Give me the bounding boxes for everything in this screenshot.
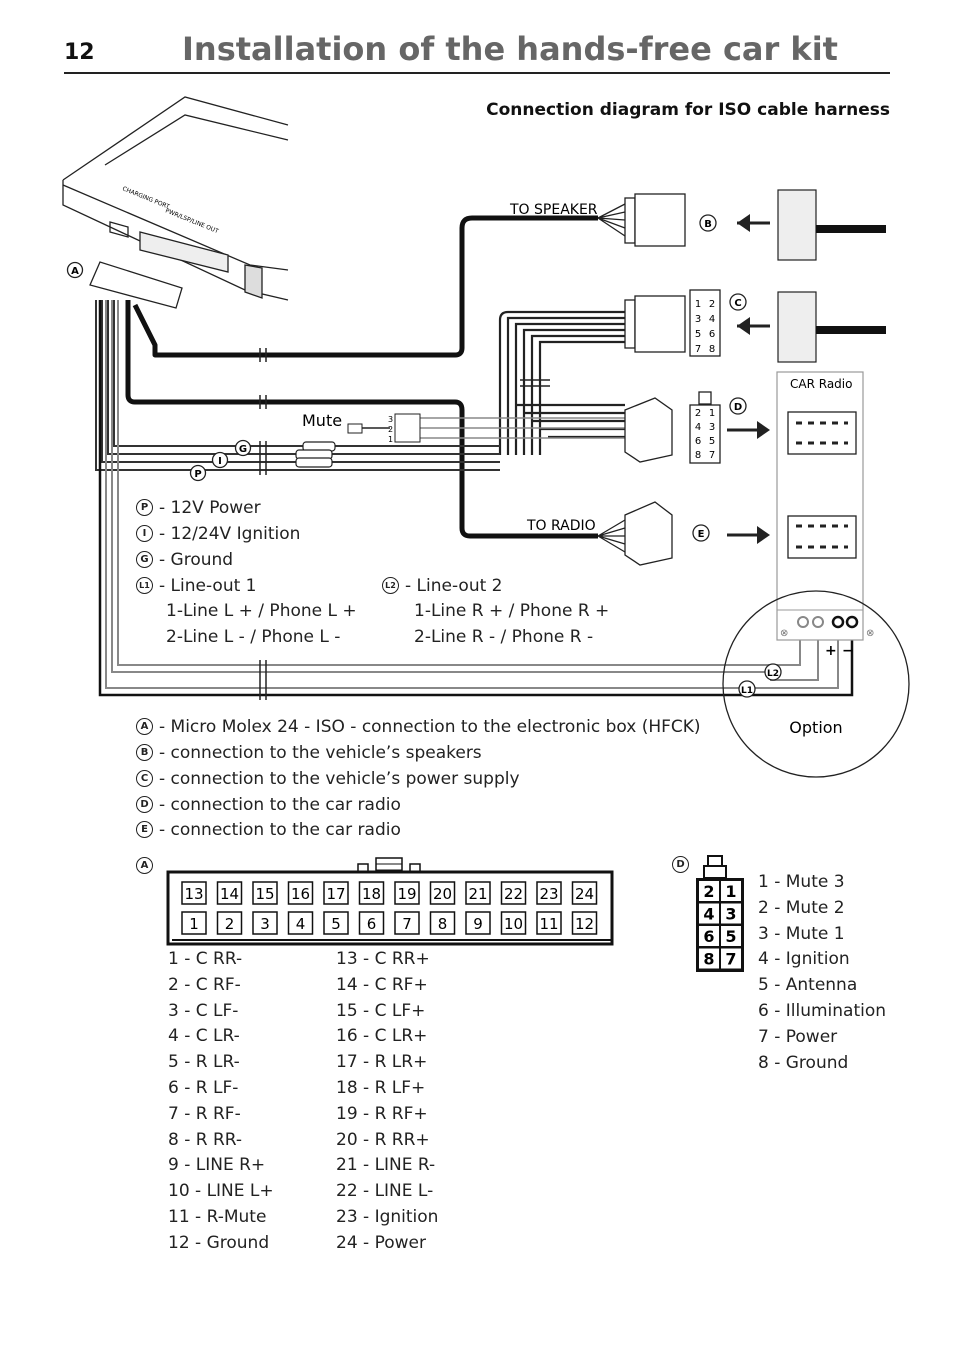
d-pin-8: 8 — [694, 450, 702, 461]
molex-pin-left-item: 12 - Ground — [168, 1232, 270, 1253]
marker-a-label: A — [71, 266, 79, 277]
d-pin-4: 4 — [694, 422, 702, 433]
legend-connector-a-symbol: A — [136, 718, 153, 735]
molex-plug-icon — [90, 262, 182, 308]
molex-top-pin-number: 16 — [290, 885, 311, 903]
marker-e-label: E — [697, 529, 705, 540]
marker-p-label: P — [194, 469, 202, 480]
legend-connector-b — [136, 743, 482, 763]
c-pin-2: 2 — [708, 299, 716, 310]
connector-d-cell-number: 4 — [703, 904, 715, 924]
c-pin-3: 3 — [694, 314, 702, 325]
d-pin-7: 7 — [708, 450, 716, 461]
connector-d-icon — [625, 392, 720, 463]
connector-d-pin-item: 7 - Power — [758, 1026, 838, 1047]
connector-d-cell-number: 7 — [725, 949, 737, 969]
harness-wires-cd — [500, 312, 625, 455]
mute-connector-icon — [395, 414, 420, 442]
connector-d-pin-item: 3 - Mute 1 — [758, 923, 845, 944]
mute-pin-2: 2 — [388, 425, 394, 434]
molex-bottom-pin-number: 2 — [224, 915, 235, 933]
car-radio-label: CAR Radio — [790, 377, 853, 391]
legend-ignition-symbol: I — [136, 525, 153, 542]
molex-pin-right-item: 20 - R RR+ — [336, 1129, 430, 1150]
legend-connector-b-text: - connection to the vehicle’s speakers — [159, 743, 482, 763]
molex-pin-left-item: 8 - R RR- — [168, 1129, 243, 1150]
molex-marker — [136, 856, 159, 876]
molex-bottom-pin-number: 5 — [331, 915, 341, 933]
plus-icon: + — [825, 643, 837, 659]
mute-pin-3: 3 — [388, 415, 394, 424]
molex-top-pin-number: 20 — [432, 885, 453, 903]
molex-top-pin-number: 14 — [219, 885, 240, 903]
molex-pin-left-item: 11 - R-Mute — [168, 1207, 267, 1227]
connector-d-cell-number: 8 — [703, 949, 715, 969]
molex-pin-left-item: 5 - R LR- — [168, 1052, 240, 1073]
connector-d-cell-number: 1 — [725, 882, 737, 901]
charging-port-label: CHARGING PORT — [121, 185, 171, 211]
molex-pin-right-item: 21 - LINE R- — [336, 1155, 436, 1176]
legend-connector-a-text: - Micro Molex 24 - ISO - connection to the electronic box (HFCK) — [159, 717, 701, 737]
molex-top-pin-number: 23 — [539, 885, 559, 903]
diagram-subtitle: Connection diagram for ISO cable harness — [486, 100, 890, 120]
connector-d-pin-item: 1 - Mute 3 — [758, 872, 845, 892]
legend-connector-c — [136, 769, 520, 789]
legend-lineout2-text: - Line-out 2 — [405, 576, 503, 596]
connector-d-cell-number: 6 — [703, 927, 715, 946]
legend-lineout1 — [136, 576, 256, 596]
molex-top-pin-number: 21 — [468, 885, 488, 903]
to-speaker-label: TO SPEAKER — [510, 202, 598, 218]
c-pin-5: 5 — [694, 329, 702, 340]
marker-c-label: C — [734, 298, 742, 309]
legend-lineout1-line2: 2-Line L - / Phone L - — [166, 627, 341, 647]
molex-bottom-pin-number: 7 — [402, 915, 412, 933]
molex-bottom-pin-number: 12 — [574, 915, 595, 933]
car-radio-socket-e — [788, 516, 856, 558]
c-pin-1: 1 — [694, 299, 702, 310]
legend-connector-e — [136, 820, 401, 840]
legend-lineout1-symbol: L1 — [136, 577, 153, 594]
pwr-line-out-label: PWR/LSP/LINE OUT — [164, 207, 220, 236]
connector-d-pin-item: 6 - Illumination — [758, 1001, 887, 1021]
car-radio-socket-d — [788, 412, 856, 454]
connector-d-pinout — [690, 852, 750, 974]
molex-top-pin-number: 19 — [397, 885, 417, 903]
rca-l2-plus-icon — [798, 617, 808, 627]
legend-ground — [136, 550, 233, 570]
marker-i-label: I — [218, 456, 222, 467]
marker-l2-label: L2 — [767, 669, 779, 679]
marker-d-label: D — [733, 402, 743, 413]
legend-ignition-text: - 12/24V Ignition — [159, 524, 301, 544]
molex-bottom-pin-number: 11 — [539, 915, 559, 933]
molex-pin-left-item: 6 - R LF- — [168, 1078, 239, 1098]
legend-ground-symbol: G — [136, 551, 153, 568]
molex-pin-left-item: 2 - C RF- — [168, 974, 241, 995]
molex-pin-right-item: 16 - C LR+ — [336, 1026, 428, 1047]
marker-g-label: G — [238, 444, 248, 455]
molex-pin-right-item: 14 - C RF+ — [336, 974, 428, 995]
mute-label: Mute — [302, 411, 343, 430]
molex-pin-right-item: 19 - R RF+ — [336, 1103, 428, 1124]
d-pin-1: 1 — [708, 408, 716, 419]
d-pin-2: 2 — [694, 408, 702, 419]
c-pin-6: 6 — [708, 329, 716, 340]
page-title: Installation of the hands-free car kit — [182, 30, 838, 68]
legend-power — [136, 498, 261, 518]
c-pin-7: 7 — [694, 344, 702, 355]
molex-pin-right-item: 17 - R LR+ — [336, 1052, 428, 1073]
marker-b-label: B — [704, 219, 712, 230]
rca-l2-minus-icon — [813, 617, 823, 627]
molex-bottom-pin-number: 6 — [366, 915, 377, 933]
c-pin-4: 4 — [708, 314, 716, 325]
molex-marker-symbol: A — [136, 857, 153, 874]
rca-l1-plus-icon — [833, 617, 843, 627]
legend-ignition — [136, 524, 300, 544]
legend-connector-e-symbol: E — [136, 821, 153, 838]
molex-bottom-pin-number: 3 — [260, 915, 270, 933]
molex-bottom-pin-number: 1 — [189, 915, 199, 933]
page-number: 12 — [64, 40, 95, 65]
legend-power-symbol: P — [136, 499, 153, 516]
molex-top-pin-number: 15 — [255, 885, 275, 903]
molex-bottom-pin-number: 9 — [473, 915, 483, 933]
vehicle-plug-c-icon — [778, 292, 816, 362]
legend-lineout2-line2: 2-Line R - / Phone R - — [414, 627, 594, 647]
molex-top-pin-number: 17 — [326, 885, 346, 903]
power-wires — [96, 300, 500, 470]
mute-plug-icon — [348, 424, 362, 433]
connector-d-pin-item: 4 - Ignition — [758, 949, 850, 970]
minus-icon: − — [842, 643, 854, 659]
molex-pin-left-item: 4 - C LR- — [168, 1026, 240, 1047]
legend-connector-c-symbol: C — [136, 770, 153, 787]
legend-power-text: - 12V Power — [159, 498, 261, 518]
molex-pin-right-item: 22 - LINE L- — [336, 1181, 434, 1202]
rca-l1-minus-icon — [847, 617, 857, 627]
connector-d-marker-symbol: D — [672, 856, 689, 873]
molex-top-pin-number: 13 — [184, 885, 204, 903]
legend-connector-e-text: - connection to the car radio — [159, 820, 401, 840]
legend-lineout1-text: - Line-out 1 — [159, 576, 257, 596]
connector-d-cell-number: 3 — [725, 904, 737, 924]
molex-pin-left-item: 9 - LINE R+ — [168, 1155, 266, 1176]
legend-lineout1-line1: 1-Line L + / Phone L + — [166, 601, 357, 621]
legend-lineout2-line1: 1-Line R + / Phone R + — [414, 601, 610, 621]
legend-connector-a — [136, 717, 701, 737]
legend-lineout2-symbol: L2 — [382, 577, 399, 594]
molex-pin-right-item: 13 - C RR+ — [336, 949, 430, 969]
molex-pin-left-item: 3 - C LF- — [168, 1000, 239, 1021]
legend-connector-c-text: - connection to the vehicle’s power supply — [159, 769, 520, 789]
legend-ground-text: - Ground — [159, 550, 234, 570]
screw-icon-right: ⊗ — [866, 628, 875, 639]
c-pin-8: 8 — [708, 344, 716, 355]
legend-lineout2 — [382, 576, 502, 596]
legend-connector-b-symbol: B — [136, 744, 153, 761]
black-wires — [128, 218, 598, 536]
molex-bottom-pin-number: 10 — [503, 915, 524, 933]
connector-c-icon — [625, 290, 720, 356]
legend-connector-d-symbol: D — [136, 796, 153, 813]
vehicle-plug-b-icon — [778, 190, 816, 260]
molex-pin-right-item: 15 - C LF+ — [336, 1000, 426, 1021]
d-pin-6: 6 — [694, 436, 702, 447]
molex-top-pin-number: 18 — [361, 885, 382, 903]
molex-pin-left-item: 7 - R RF- — [168, 1103, 241, 1124]
d-pin-5: 5 — [708, 436, 716, 447]
legend-connector-d — [136, 795, 401, 815]
connector-d-cell-number: 5 — [725, 927, 737, 946]
d-pin-3: 3 — [708, 422, 716, 433]
connector-e-icon — [598, 502, 672, 565]
connector-d-cell-number: 2 — [703, 882, 715, 901]
molex-pin-right-item: 23 - Ignition — [336, 1207, 439, 1227]
molex-pin-left-item: 10 - LINE L+ — [168, 1181, 274, 1202]
molex-top-pin-number: 22 — [503, 885, 524, 903]
molex-pin-right-item: 18 - R LF+ — [336, 1078, 426, 1098]
molex-pin-right-item: 24 - Power — [336, 1232, 426, 1253]
molex-pin-left-item: 1 - C RR- — [168, 949, 243, 969]
marker-l1-label: L1 — [741, 686, 753, 696]
connector-d-pin-item: 2 - Mute 2 — [758, 897, 845, 918]
to-radio-label: TO RADIO — [527, 518, 596, 534]
connector-d-pin-item: 8 - Ground — [758, 1052, 849, 1073]
molex-bottom-pin-number: 8 — [437, 915, 448, 933]
screw-icon-left: ⊗ — [780, 628, 789, 639]
molex-bottom-pin-number: 4 — [295, 915, 306, 933]
option-label: Option — [789, 718, 843, 737]
molex-top-pin-number: 24 — [574, 885, 595, 903]
legend-connector-d-text: - connection to the car radio — [159, 795, 401, 815]
mute-pin-1: 1 — [388, 435, 394, 444]
connector-b-icon — [598, 194, 685, 246]
connector-d-pin-item: 5 - Antenna — [758, 975, 858, 996]
molex-connector — [160, 852, 620, 948]
